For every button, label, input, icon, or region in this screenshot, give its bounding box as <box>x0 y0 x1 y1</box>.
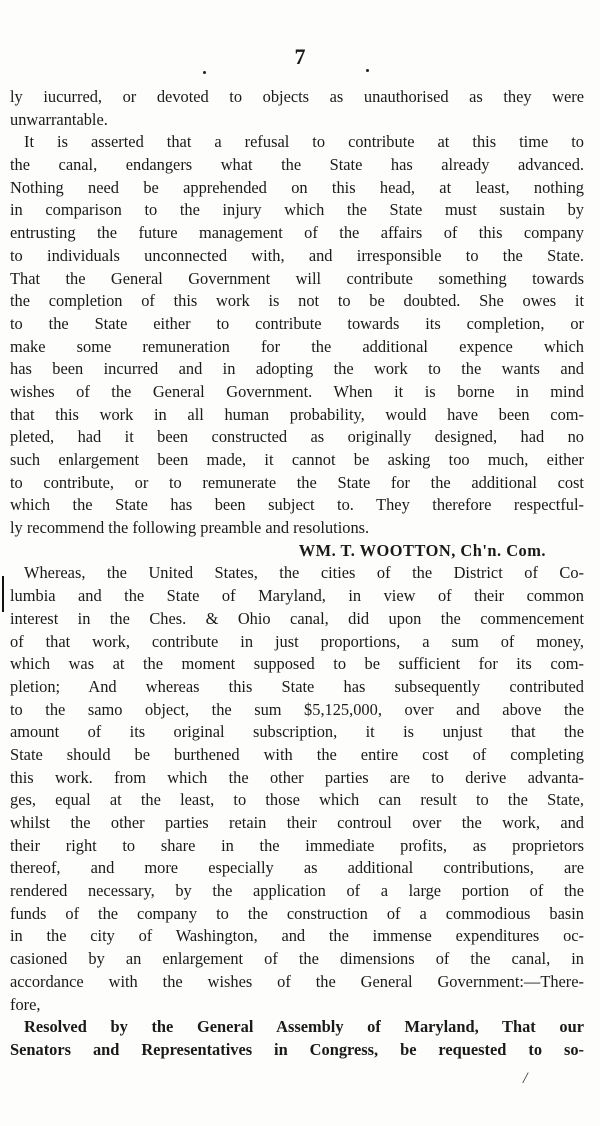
text-line: accordance with the wishes of the General Government:—There- <box>10 971 584 991</box>
text-line: unwarrantable. <box>10 109 108 129</box>
text-line: interest in the Ches. & Ohio canal, did upon the commencement <box>10 608 584 628</box>
page-body <box>10 86 584 1062</box>
text-line: casioned by an enlargement of the dimensions of the canal, in <box>10 949 584 969</box>
text-line: in the city of Washington, and the immense expenditures oc- <box>10 926 584 946</box>
text-line: to the samo object, the sum $5,125,000, over and above the <box>10 699 584 719</box>
page-number: 7 <box>294 44 306 69</box>
text-line: has been incurred and in adopting the work to the wants and <box>10 359 584 379</box>
text-line: whilst the other parties retain their controul over the work, and <box>10 813 584 832</box>
text-line: in comparison to the injury which the State must sustain by <box>10 200 584 220</box>
text-line: State should be burthened with the entire cost of completing <box>10 744 584 764</box>
resolution-line: Senators and Representatives in Congress, be requested to so- <box>10 1039 584 1059</box>
margin-mark <box>2 576 4 612</box>
paragraph-start-line: It is asserted that a refusal to contribute at this time to <box>24 132 584 152</box>
text-line: that this work in all human probability, would have been com- <box>10 404 584 424</box>
text-line: rendered necessary, by the application of a large portion of the <box>10 881 584 901</box>
text-line: amount of its original subscription, it is unjust that the <box>10 722 584 742</box>
text-line: which was at the moment supposed to be sufficient for its com- <box>10 654 584 674</box>
text-line: to individuals unconnected with, and irresponsible to the State. <box>10 245 584 265</box>
ink-speck <box>203 71 206 74</box>
text-line: the canal, endangers what the State has already advanced. <box>10 155 584 175</box>
text-line: pletion; And whereas this State has subsequently contributed <box>10 676 584 696</box>
text-line: ges, equal at the least, to those which can result to the State, <box>10 790 584 810</box>
text-line: ly recommend the following preamble and resolutions. <box>10 518 370 538</box>
text-line: ly iucurred, or devoted to objects as unauthorised as they were <box>10 87 584 106</box>
text-line: wishes of the General Government. When it is borne in mind <box>10 381 584 401</box>
text-line: make some remuneration for the additional expence which <box>10 336 584 356</box>
paragraph-start-line: Whereas, the United States, the cities of the District of Co- <box>24 563 584 583</box>
text-line: funds of the company to the construction of a commodious basin <box>10 903 584 923</box>
text-line: this work. from which the other parties are to derive advanta- <box>10 767 584 787</box>
text-line: Nothing need be apprehended on this head, at least, nothing <box>10 177 584 197</box>
text-line: thereof, and more especially as additional contributions, are <box>10 858 584 878</box>
text-line: pleted, had it been constructed as originally designed, had no <box>10 427 584 447</box>
resolution-start-line: Resolved by the General Assembly of Maryland, That our <box>24 1017 584 1037</box>
text-line: fore, <box>10 994 41 1014</box>
text-line: their right to share in the immediate profits, as proprietors <box>10 835 584 855</box>
text-line: which the State has been subject to. They therefore respectful- <box>10 495 584 515</box>
text-line: the completion of this work is not to be doubted. She owes it <box>10 291 584 311</box>
stray-ink-mark: / <box>523 1070 528 1087</box>
text-line: to the State either to contribute towards its completion, or <box>10 313 584 333</box>
text-line: entrusting the future management of the affairs of this company <box>10 223 584 243</box>
text-line: That the General Government will contribute something towards <box>10 268 584 288</box>
committee-signature: WM. T. WOOTTON, Ch'n. Com. <box>298 540 546 560</box>
text-line: lumbia and the State of Maryland, in view of their common <box>10 586 584 606</box>
text-line: such enlargement been made, it cannot be asking too much, either <box>10 450 584 469</box>
text-line: of that work, contribute in just proportions, a sum of money, <box>10 631 584 651</box>
text-line: to contribute, or to remunerate the State for the additional cost <box>10 472 584 492</box>
